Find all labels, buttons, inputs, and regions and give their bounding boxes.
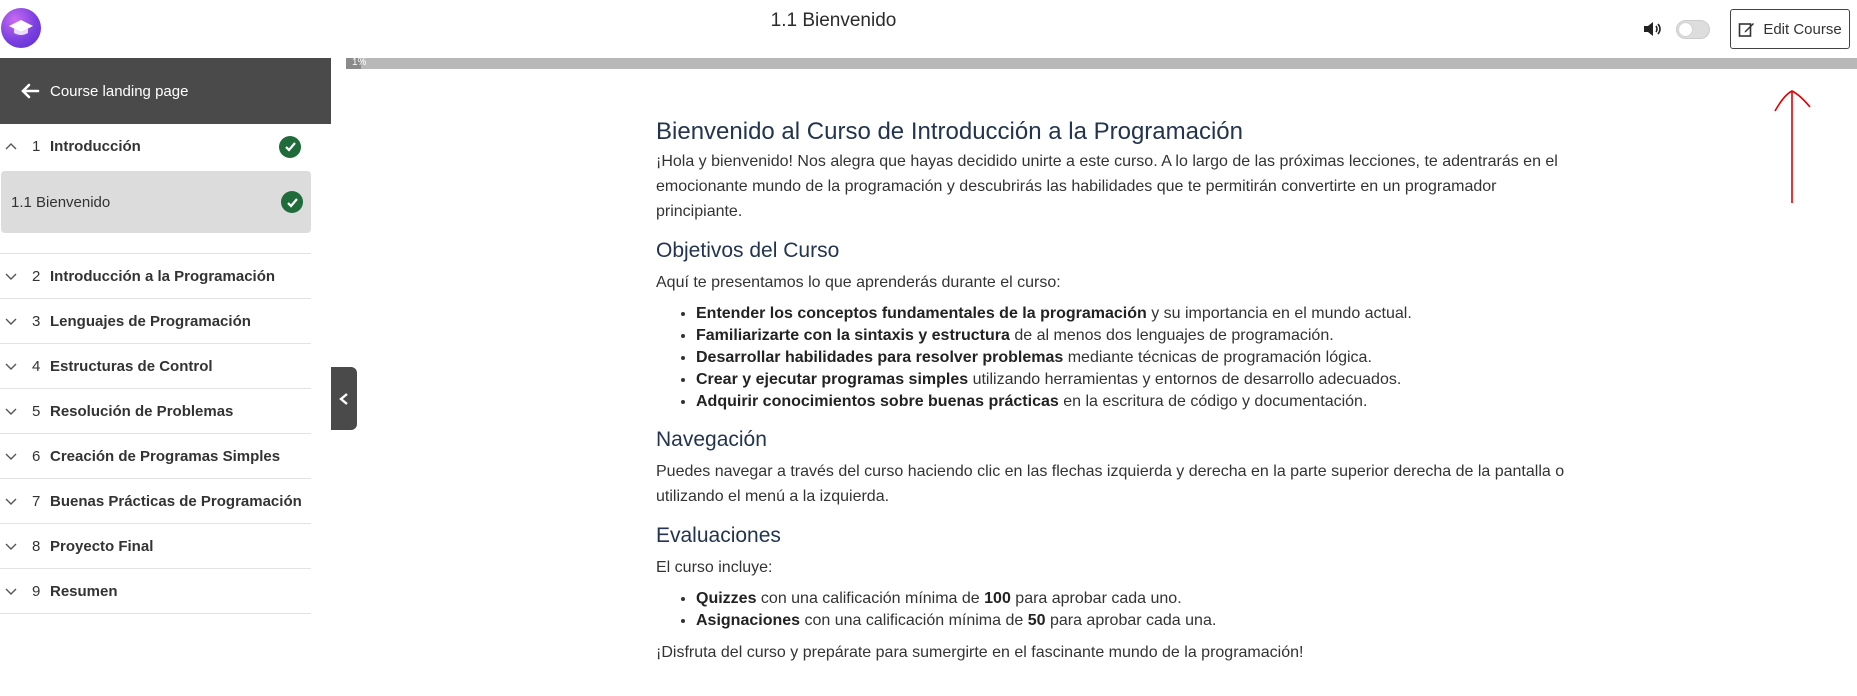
- chevron-left-icon: [338, 392, 350, 406]
- section-label: Buenas Prácticas de Programación: [50, 492, 302, 510]
- section-number: 1: [32, 138, 41, 155]
- chevron-down-icon: [4, 494, 18, 508]
- evaluation-item: [696, 588, 1566, 610]
- evaluation-rest: para aprobar cada una.: [1045, 612, 1217, 629]
- objective-rest: y su importancia en el mundo actual.: [1146, 305, 1412, 322]
- section-number: 3: [32, 312, 41, 330]
- chevron-down-icon: [4, 359, 18, 373]
- objective-item: [696, 325, 1566, 347]
- section-number: 2: [32, 267, 41, 285]
- edit-icon: [1738, 21, 1755, 38]
- objective-rest: utilizando herramientas y entornos de desarrollo adecuados.: [968, 371, 1402, 388]
- evaluation-rest: para aprobar cada uno.: [1010, 590, 1182, 607]
- sidebar-section-2[interactable]: [0, 254, 311, 299]
- evaluations-list: [696, 588, 1566, 632]
- sidebar: [0, 58, 331, 696]
- collapse-sidebar-button[interactable]: [331, 367, 357, 430]
- header: [0, 0, 1857, 58]
- lesson-heading: Bienvenido al Curso de Introducción a la Programación: [656, 118, 1244, 145]
- chevron-down-icon: [4, 314, 18, 328]
- page-title: 1.1 Bienvenido: [770, 10, 897, 31]
- intro-paragraph: ¡Hola y bienvenido! Nos alegra que hayas decidido unirte a este curso. A lo largo de las próximas lecciones, te adentrarás en el emocionante mundo de la programación y descubrirás las habilidades que te permitirán convertirte en un programador principiante.: [656, 153, 1558, 220]
- evaluation-mid: con una calificación mínima de: [800, 612, 1028, 629]
- chevron-down-icon: [4, 404, 18, 418]
- evaluation-score: 50: [1027, 612, 1046, 629]
- objective-item: [696, 347, 1566, 369]
- progress-label: 1%: [352, 57, 367, 68]
- sidebar-section-4[interactable]: [0, 344, 311, 389]
- section-number: 7: [32, 492, 41, 510]
- section-label: Resolución de Problemas: [50, 402, 234, 420]
- section-number: 4: [32, 357, 41, 375]
- lesson-content: [656, 118, 1566, 665]
- chevron-up-icon: [4, 140, 18, 154]
- objective-item: [696, 369, 1566, 391]
- objective-item: [696, 303, 1566, 325]
- chevron-down-icon: [4, 449, 18, 463]
- section-label: Introducción: [50, 138, 141, 155]
- sidebar-section-8[interactable]: [0, 524, 311, 569]
- objective-item: [696, 391, 1566, 413]
- annotation-arrow-icon: [1770, 85, 1814, 205]
- closing-paragraph: ¡Disfruta del curso y prepárate para sumergirte en el fascinante mundo de la programación!: [656, 644, 1304, 661]
- evaluation-item: [696, 610, 1566, 632]
- speaker-icon[interactable]: [1641, 18, 1663, 40]
- arrow-left-icon: [20, 81, 40, 101]
- audio-toggle[interactable]: [1676, 20, 1710, 39]
- progress-bar: [346, 58, 1857, 69]
- section-label: Creación de Programas Simples: [50, 447, 281, 465]
- evaluation-mid: con una calificación mínima de: [756, 590, 985, 607]
- course-landing-link[interactable]: [0, 58, 331, 124]
- evaluation-score: 100: [984, 590, 1011, 607]
- objective-bold: Adquirir conocimientos sobre buenas prácticas: [696, 393, 1059, 410]
- section-label: Estructuras de Control: [50, 357, 213, 375]
- navigation-paragraph: Puedes navegar a través del curso haciendo clic en las flechas izquierda y derecha en la parte superior derecha de la pantalla o utilizando el menú a la izquierda.: [656, 463, 1565, 505]
- section-label: Introducción a la Programación: [50, 267, 276, 285]
- evaluations-intro: El curso incluye:: [656, 559, 773, 576]
- sidebar-section-1[interactable]: [0, 124, 311, 169]
- chevron-down-icon: [4, 584, 18, 598]
- section-number: 5: [32, 402, 41, 420]
- chevron-down-icon: [4, 269, 18, 283]
- objectives-heading: Objetivos del Curso: [656, 239, 840, 262]
- objective-rest: mediante técnicas de programación lógica.: [1063, 349, 1372, 366]
- objective-rest: en la escritura de código y documentación.: [1058, 393, 1368, 410]
- sidebar-section-5[interactable]: [0, 389, 311, 434]
- section-number: 9: [32, 582, 41, 600]
- objectives-list: [696, 303, 1566, 413]
- section-label: Proyecto Final: [50, 537, 154, 555]
- lesson-item-1-1[interactable]: [1, 171, 311, 233]
- section-number: 6: [32, 447, 41, 465]
- objective-bold: Entender los conceptos fundamentales de la programación: [696, 305, 1147, 322]
- evaluation-type: Asignaciones: [696, 612, 801, 629]
- evaluation-type: Quizzes: [696, 590, 757, 607]
- lesson-label: 1.1 Bienvenido: [11, 193, 111, 211]
- evaluations-heading: Evaluaciones: [656, 524, 781, 547]
- objective-bold: Desarrollar habilidades para resolver problemas: [696, 349, 1064, 366]
- navigation-heading: Navegación: [656, 428, 767, 451]
- course-landing-label: Course landing page: [50, 82, 189, 100]
- objective-bold: Familiarizarte con la sintaxis y estructura: [696, 327, 1010, 344]
- section-number: 8: [32, 537, 41, 555]
- objective-rest: de al menos dos lenguajes de programación.: [1009, 327, 1334, 344]
- edit-course-button[interactable]: [1730, 9, 1850, 49]
- completed-check-icon: [279, 136, 301, 158]
- section-label: Resumen: [50, 582, 118, 600]
- sidebar-section-3[interactable]: [0, 299, 311, 344]
- sidebar-section-9[interactable]: [0, 569, 311, 614]
- objectives-intro: Aquí te presentamos lo que aprenderás durante el curso:: [656, 274, 1061, 291]
- sidebar-section-7[interactable]: [0, 479, 311, 524]
- sidebar-section-6[interactable]: [0, 434, 311, 479]
- completed-check-icon: [281, 191, 303, 213]
- section-label: Lenguajes de Programación: [50, 312, 251, 330]
- chevron-down-icon: [4, 539, 18, 553]
- objective-bold: Crear y ejecutar programas simples: [696, 371, 969, 388]
- edit-course-label: Edit Course: [1763, 20, 1842, 38]
